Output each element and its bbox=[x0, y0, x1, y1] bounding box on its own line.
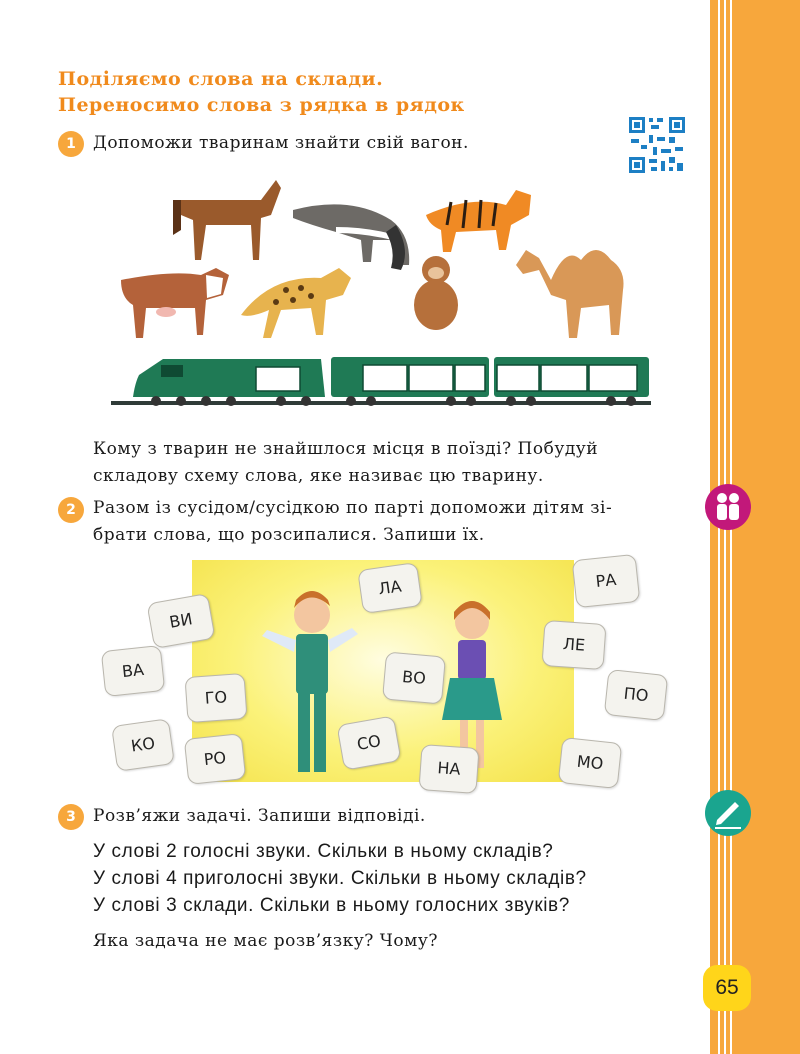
leopard-icon bbox=[241, 268, 351, 338]
qr-code-icon[interactable] bbox=[627, 115, 687, 175]
animals-train-illustration bbox=[111, 170, 651, 420]
wagon-slot bbox=[589, 365, 637, 391]
lesson-title-line1: Поділяємо слова на склади. bbox=[58, 68, 384, 90]
train-icon bbox=[111, 357, 651, 406]
syllable-piece[interactable]: ЛА bbox=[357, 562, 423, 614]
wagon-slot bbox=[409, 365, 453, 391]
task-number-badge: 3 bbox=[58, 804, 84, 830]
anteater-icon bbox=[293, 204, 409, 270]
lesson-title-line2: Переносимо слова з рядка в рядок bbox=[58, 94, 465, 116]
writing-hand-icon bbox=[705, 790, 751, 836]
wagon-slot bbox=[541, 365, 587, 391]
syllable-piece[interactable]: РО bbox=[184, 733, 246, 785]
syllable-piece[interactable]: ПО bbox=[604, 669, 668, 721]
task-1-question-line1: Кому з тварин не знайшлося місця в поїзді? Побудуй bbox=[93, 439, 599, 459]
syllable-piece[interactable]: ВА bbox=[101, 645, 165, 697]
task-2-line1: Разом із сусідом/сусідкою по парті допоможи дітям зі- bbox=[93, 498, 613, 518]
wagon-slot bbox=[363, 365, 407, 391]
syllable-piece[interactable]: НА bbox=[418, 744, 479, 794]
task-3-problem: У слові 2 голосні звуки. Скільки в ньому складів? bbox=[93, 841, 554, 862]
wagon-slot bbox=[455, 365, 485, 391]
syllable-piece[interactable]: РА bbox=[572, 554, 641, 608]
wagon-slot bbox=[256, 367, 300, 391]
lesson-title bbox=[58, 66, 465, 118]
task-1-question-line2: складову схему слова, яке називає цю тварину. bbox=[93, 466, 544, 486]
task-2-line2: брати слова, що розсипалися. Запиши їх. bbox=[93, 525, 485, 545]
task-2-text bbox=[93, 495, 612, 549]
tiger-icon bbox=[426, 190, 531, 252]
horse-icon bbox=[173, 180, 281, 260]
task-number-badge: 1 bbox=[58, 131, 84, 157]
task-1-text: Допоможи тваринам знайти свій вагон. bbox=[93, 133, 469, 153]
syllable-piece[interactable]: ВИ bbox=[146, 593, 215, 649]
cow-icon bbox=[121, 268, 229, 338]
syllable-piece[interactable]: ГО bbox=[184, 673, 247, 723]
task-3-question: Яка задача не має розв’язку? Чому? bbox=[93, 931, 438, 951]
task-3-problem: У слові 3 склади. Скільки в ньому голосних звуків? bbox=[93, 895, 570, 916]
syllable-piece[interactable]: СО bbox=[336, 715, 401, 770]
task-3-problem: У слові 4 приголосні звуки. Скільки в ньому складів? bbox=[93, 868, 587, 889]
wagon-slot bbox=[497, 365, 539, 391]
page-number: 65 bbox=[703, 965, 751, 1011]
monkey-icon bbox=[414, 256, 458, 330]
task-number-badge: 2 bbox=[58, 497, 84, 523]
syllable-piece[interactable]: ВО bbox=[382, 651, 446, 704]
task-1-question bbox=[93, 436, 598, 490]
syllable-piece[interactable]: МО bbox=[558, 737, 622, 789]
task-3-text: Розв’яжи задачі. Запиши відповіді. bbox=[93, 806, 426, 826]
syllable-piece[interactable]: КО bbox=[111, 718, 175, 772]
camel-icon bbox=[516, 250, 624, 338]
syllable-piece[interactable]: ЛЕ bbox=[541, 620, 606, 670]
pair-work-icon bbox=[705, 484, 751, 530]
task-3-problems bbox=[93, 838, 587, 919]
